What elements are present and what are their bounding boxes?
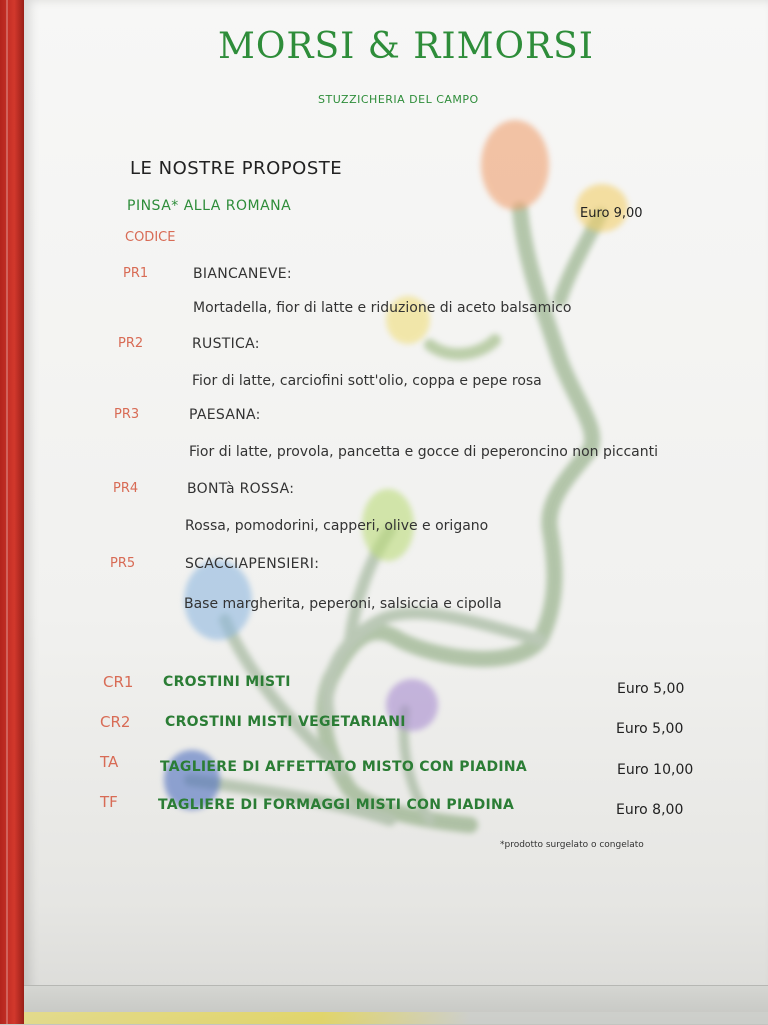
item-price: Euro 5,00 (617, 681, 685, 697)
restaurant-subtitle: STUZZICHERIA DEL CAMPO (318, 93, 479, 106)
item-code: TF (100, 793, 118, 811)
item-name: CROSTINI MISTI VEGETARIANI (165, 714, 406, 730)
item-price: Euro 5,00 (616, 721, 684, 737)
item-name: BONTà ROSSA: (187, 481, 295, 497)
item-name: TAGLIERE DI AFFETTATO MISTO CON PIADINA (160, 759, 528, 775)
item-price: Euro 8,00 (616, 802, 684, 818)
branch-mid (430, 340, 495, 354)
item-description: Fior di latte, provola, pancetta e gocce di peperoncino non piccanti (189, 444, 658, 460)
section-title: LE NOSTRE PROPOSTE (130, 158, 343, 179)
item-description: Mortadella, fior di latte e riduzione di aceto balsamico (193, 300, 572, 316)
item-code: PR1 (123, 266, 149, 281)
item-code: PR3 (114, 407, 140, 422)
codice-label: CODICE (125, 230, 176, 245)
item-code: CR2 (100, 713, 131, 731)
item-name: PAESANA: (189, 407, 261, 423)
item-code: CR1 (103, 673, 134, 691)
item-name: TAGLIERE DI FORMAGGI MISTI CON PIADINA (158, 797, 515, 813)
item-name: BIANCANEVE: (193, 266, 292, 282)
restaurant-title: MORSI & RIMORSI (218, 26, 594, 67)
item-description: Rossa, pomodorini, capperi, olive e origano (185, 518, 489, 534)
item-code: PR4 (113, 481, 139, 496)
pinsa-price: Euro 9,00 (580, 206, 643, 221)
footnote: *prodotto surgelato o congelato (500, 840, 644, 850)
item-description: Base margherita, peperoni, salsiccia e cipolla (184, 596, 502, 612)
orange-leaf (481, 120, 549, 210)
item-name: SCACCIAPENSIERI: (185, 556, 320, 572)
item-price: Euro 10,00 (617, 762, 694, 778)
item-code: TA (100, 753, 119, 771)
item-description: Fior di latte, carciofini sott'olio, coppa e pepe rosa (192, 373, 542, 389)
pinsa-heading: PINSA* ALLA ROMANA (127, 198, 292, 214)
item-code: PR5 (110, 556, 136, 571)
item-code: PR2 (118, 336, 144, 351)
item-name: CROSTINI MISTI (163, 674, 291, 690)
item-name: RUSTICA: (192, 336, 260, 352)
